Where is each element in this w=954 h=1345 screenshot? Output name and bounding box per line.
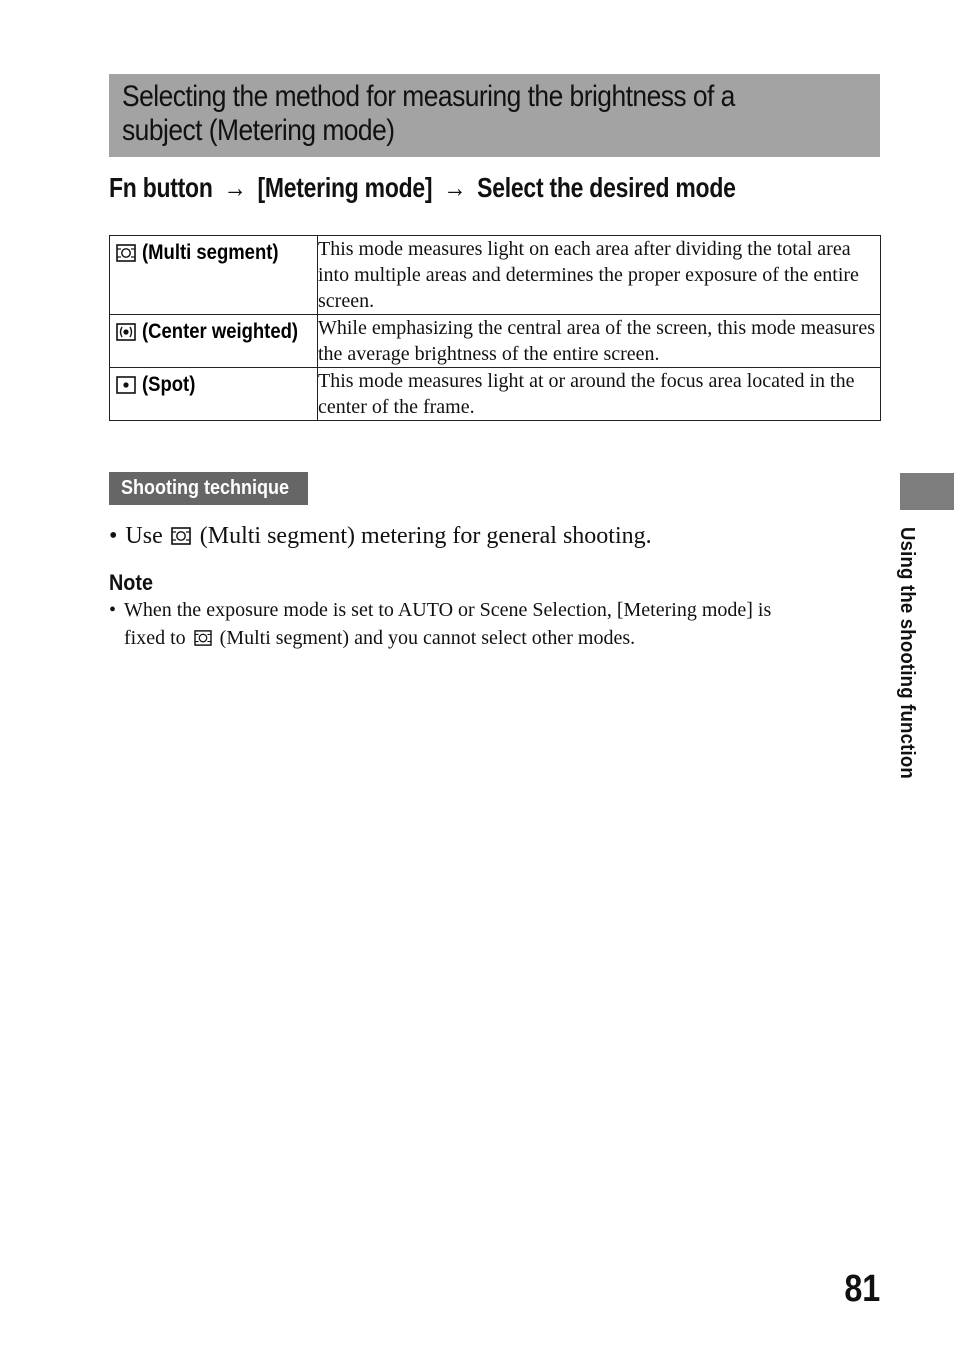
mode-name-cell <box>110 315 318 368</box>
right-arrow-icon: → <box>223 172 247 203</box>
procedure-step-metering-mode: [Metering mode] <box>257 172 433 203</box>
procedure-step-select-mode: Select the desired mode <box>477 172 736 203</box>
mode-description: This mode measures light on each area after dividing the total area into multiple areas and determines the proper exposure of the entire screen. <box>318 238 859 312</box>
shooting-technique-heading: Shooting technique <box>109 472 308 505</box>
note-line-2-after: (Multi segment) and you cannot select other modes. <box>219 627 636 649</box>
page-number: 81 <box>844 1268 880 1310</box>
note-body <box>109 596 869 652</box>
multi-segment-icon <box>171 527 191 545</box>
multi-segment-icon <box>116 244 136 262</box>
mode-description-cell <box>318 236 881 315</box>
procedure-steps <box>109 170 736 206</box>
shooting-technique-tip <box>109 520 869 552</box>
multi-segment-icon <box>194 630 212 646</box>
right-arrow-icon: → <box>443 172 467 203</box>
table-row <box>110 315 881 368</box>
bullet: • <box>109 599 117 621</box>
mode-name-cell <box>110 236 318 315</box>
mode-description-cell <box>318 315 881 368</box>
mode-label: (Center weighted) <box>142 320 299 343</box>
tip-text-before: Use <box>125 523 163 549</box>
mode-description-cell <box>318 368 881 421</box>
side-tab-label: Using the shooting function <box>896 527 918 779</box>
side-tab-marker <box>900 473 954 510</box>
section-title-line-1: Selecting the method for measuring the brightness of a <box>122 80 735 113</box>
procedure-step-fn-button: Fn button <box>109 172 213 203</box>
note-line-1: When the exposure mode is set to AUTO or Scene Selection, [Metering mode] is <box>124 599 772 621</box>
section-title-line-2: subject (Metering mode) <box>122 114 395 147</box>
tip-text-after: (Multi segment) metering for general shooting. <box>199 523 652 549</box>
mode-description: While emphasizing the central area of the screen, this mode measures the average brightness of the entire screen. <box>318 317 875 365</box>
bullet: • <box>109 523 118 549</box>
note-heading: Note <box>109 570 154 595</box>
table-row <box>110 236 881 315</box>
mode-label: (Spot) <box>142 373 196 396</box>
note-line-2-before: fixed to <box>124 627 186 649</box>
mode-label: (Multi segment) <box>142 241 279 264</box>
table-row <box>110 368 881 421</box>
center-weighted-icon <box>116 323 136 341</box>
spot-icon <box>116 376 136 394</box>
mode-name-cell <box>110 368 318 421</box>
section-title <box>109 74 880 157</box>
metering-modes-table <box>109 235 881 421</box>
mode-description: This mode measures light at or around the focus area located in the center of the frame. <box>318 370 855 418</box>
